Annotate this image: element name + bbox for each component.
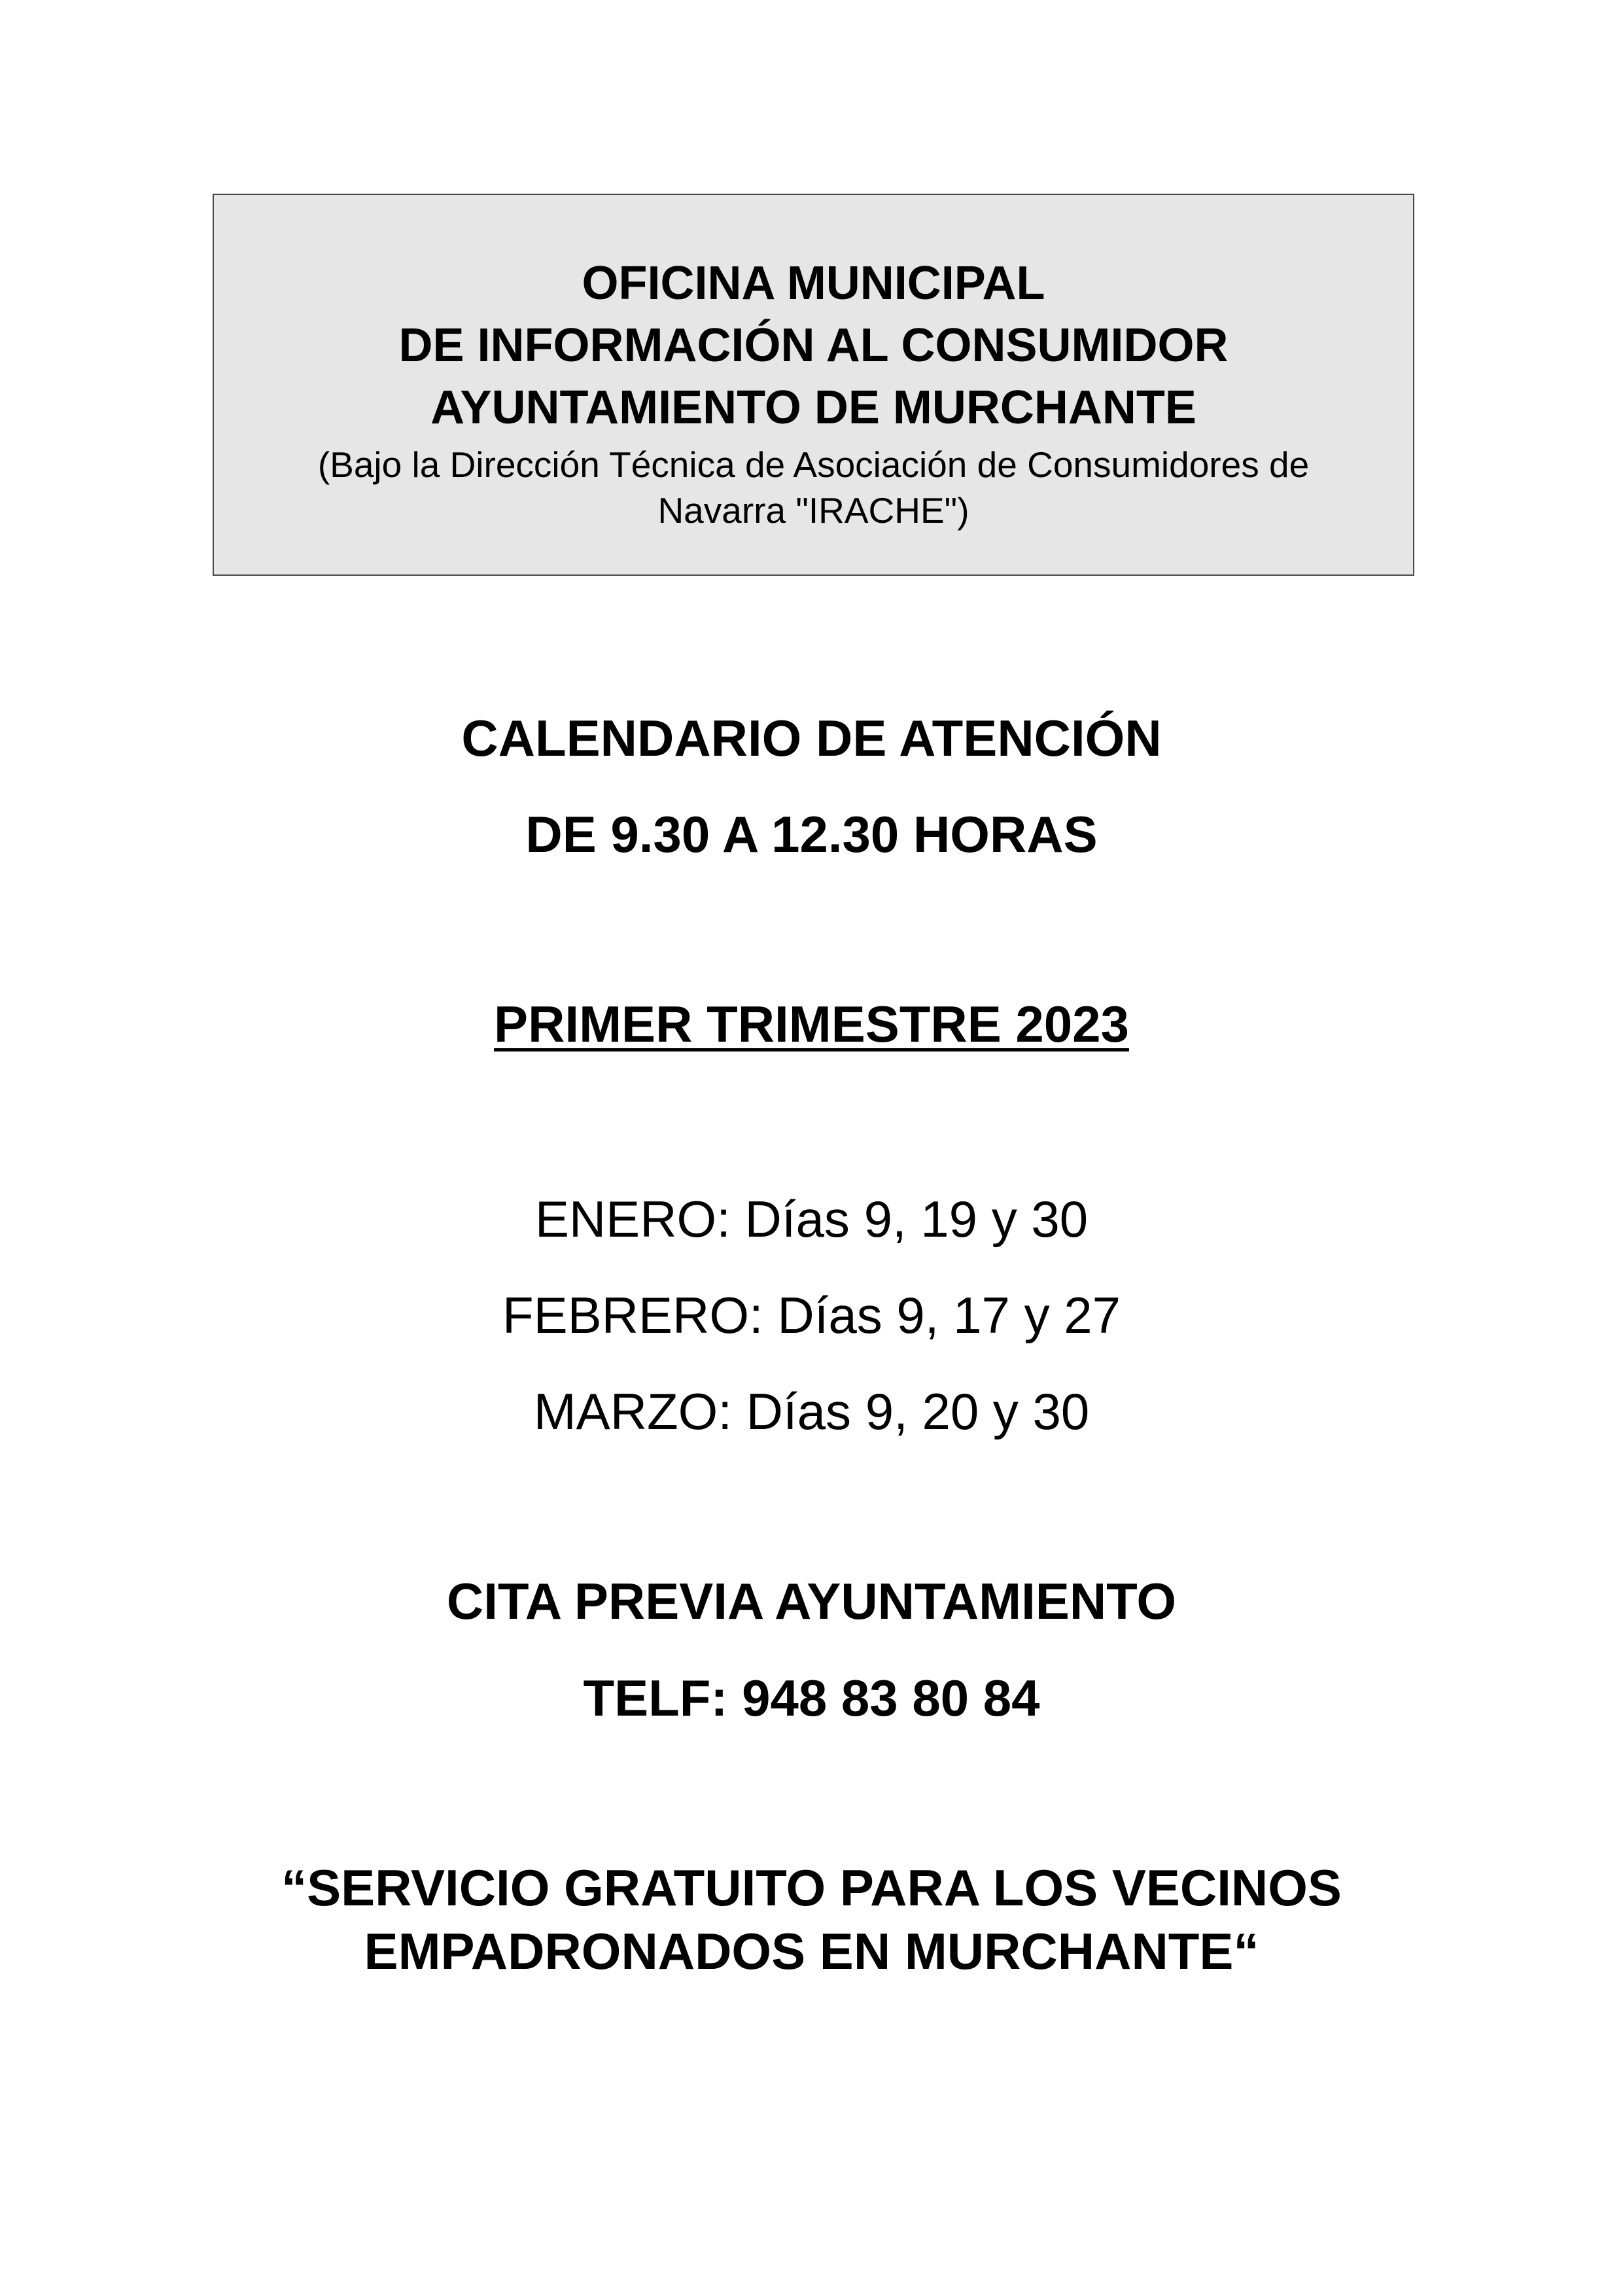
schedule-hours: DE 9.30 A 12.30 HORAS <box>525 805 1098 863</box>
contact-label: CITA PREVIA AYUNTAMIENTO <box>446 1572 1177 1630</box>
month-february: FEBRERO: Días 9, 17 y 27 <box>502 1286 1121 1344</box>
schedule-period <box>0 991 1623 1057</box>
month-march: MARZO: Días 9, 20 y 30 <box>533 1383 1090 1440</box>
header-title-line-3: AYUNTAMIENTO DE MURCHANTE <box>430 381 1196 434</box>
month-january: ENERO: Días 9, 19 y 30 <box>534 1190 1089 1248</box>
schedule-title: CALENDARIO DE ATENCIÓN <box>461 709 1162 767</box>
header-subtitle-line-2: Navarra "IRACHE") <box>657 490 969 531</box>
header-subtitle-line-1: (Bajo la Dirección Técnica de Asociación de Consumidores de <box>317 444 1310 485</box>
footer-line-2: EMPADRONADOS EN MURCHANTE“ <box>364 1922 1259 1980</box>
contact-phone: TELF: 948 83 80 84 <box>583 1669 1040 1727</box>
header-title-line-1: OFICINA MUNICIPAL <box>582 257 1045 309</box>
header-box <box>213 194 1414 576</box>
header-title-line-2: DE INFORMACIÓN AL CONSUMIDOR <box>398 319 1229 372</box>
footer-line-1: “SERVICIO GRATUITO PARA LOS VECINOS <box>281 1859 1342 1916</box>
schedule-period-text: PRIMER TRIMESTRE 2023 <box>494 995 1129 1053</box>
